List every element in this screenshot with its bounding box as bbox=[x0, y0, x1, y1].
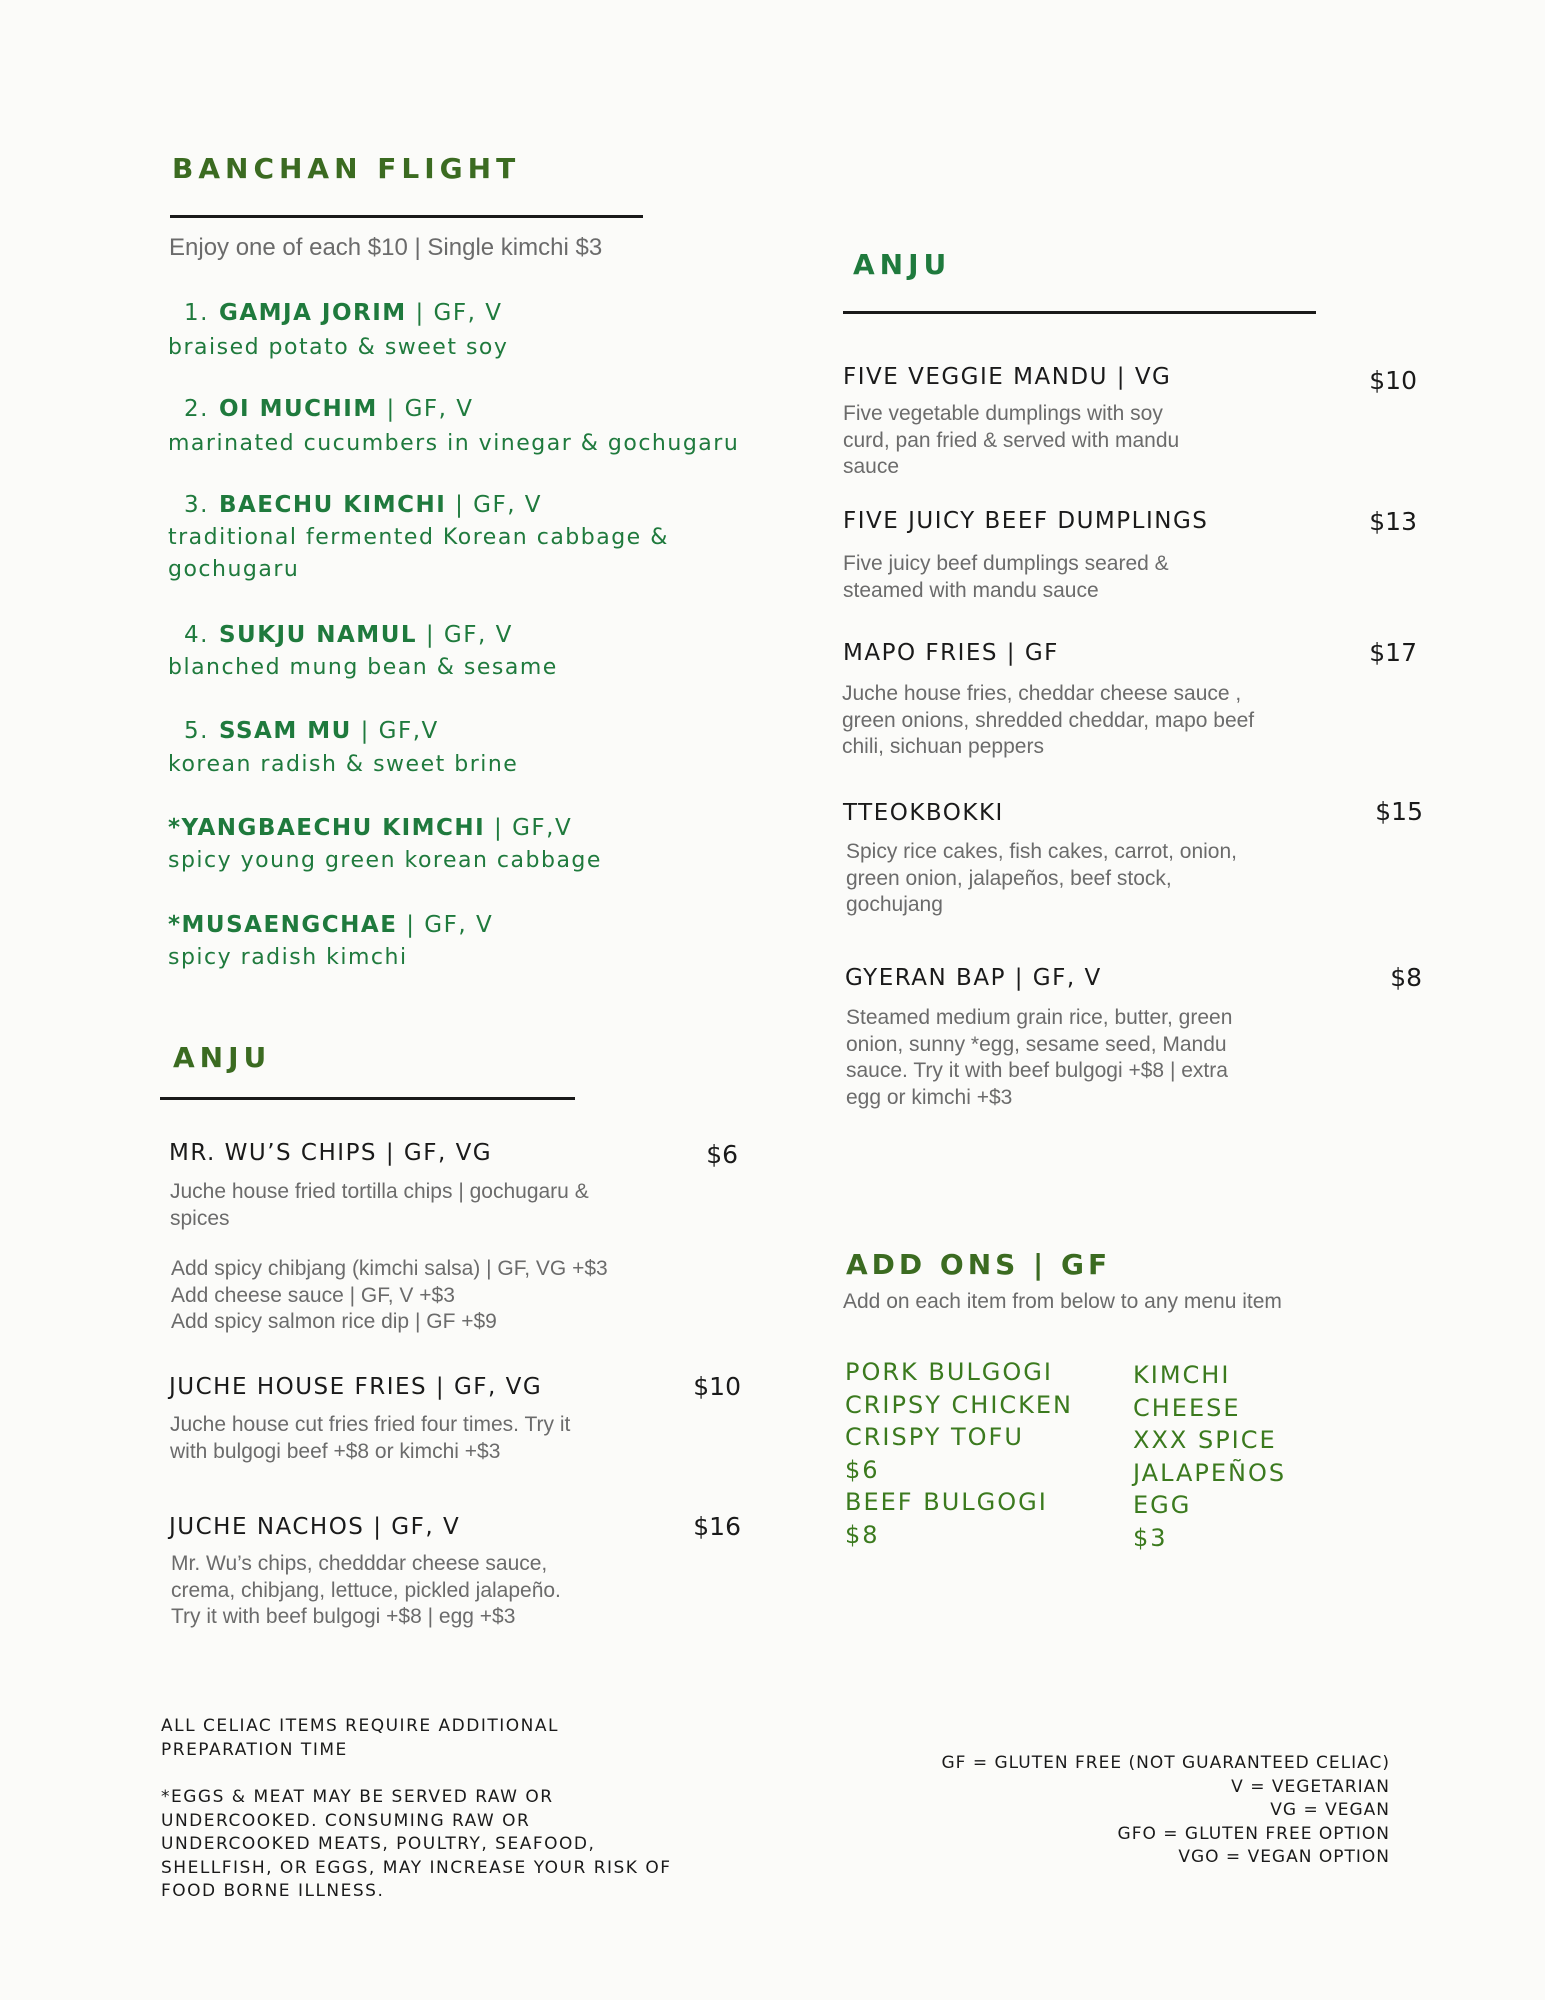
addon-item: EGG bbox=[1133, 1491, 1192, 1519]
legend-entry: GF = GLUTEN FREE (NOT GUARANTEED CELIAC) bbox=[941, 1753, 1390, 1773]
menu-item-name: TTEOKBOKKI bbox=[843, 800, 1004, 826]
addons-section-title: ADD ONS | GF bbox=[846, 1248, 1112, 1281]
banchan-item-desc: spicy young green korean cabbage bbox=[168, 848, 602, 873]
addons-intro: Add on each item from below to any menu item bbox=[843, 1290, 1282, 1313]
anju-left-divider bbox=[160, 1097, 575, 1100]
addon-price: $6 bbox=[845, 1455, 880, 1484]
menu-item-desc: Spicy rice cakes, fish cakes, carrot, onion, green onion, jalapeños, beef stock, gochujang bbox=[846, 840, 1237, 916]
banchan-item-title: 2. OI MUCHIM | GF, V bbox=[184, 396, 474, 422]
banchan-item-title: 3. BAECHU KIMCHI | GF, V bbox=[184, 492, 543, 518]
menu-item-price: $10 bbox=[693, 1372, 741, 1401]
menu-item-price: $8 bbox=[1390, 963, 1422, 992]
legend-entry: VGO = VEGAN OPTION bbox=[1178, 1847, 1390, 1867]
banchan-item-title: 5. SSAM MU | GF,V bbox=[184, 718, 439, 744]
banchan-item-desc: braised potato & sweet soy bbox=[168, 335, 509, 360]
banchan-item-title: 1. GAMJA JORIM | GF, V bbox=[184, 300, 503, 326]
anju-left-section-title: ANJU bbox=[173, 1041, 272, 1074]
banchan-item-desc: blanched mung bean & sesame bbox=[168, 655, 558, 680]
anju-right-section-title: ANJU bbox=[853, 248, 952, 281]
menu-item-name: MR. WU’S CHIPS | GF, VG bbox=[169, 1140, 493, 1166]
menu-item-price: $17 bbox=[1369, 638, 1417, 667]
menu-item-name: FIVE JUICY BEEF DUMPLINGS bbox=[843, 508, 1209, 534]
menu-item-desc: Juche house fried tortilla chips | gochugaru & spices bbox=[170, 1180, 589, 1230]
addons-column-1 bbox=[845, 1356, 1073, 1551]
banchan-divider bbox=[170, 215, 643, 218]
menu-item-name: MAPO FRIES | GF bbox=[843, 640, 1059, 666]
menu-item-price: $15 bbox=[1375, 797, 1423, 826]
banchan-item-desc: korean radish & sweet brine bbox=[168, 752, 519, 777]
dietary-legend bbox=[942, 1752, 1391, 1870]
menu-item-price: $16 bbox=[693, 1512, 741, 1541]
chips-addons: Add spicy chibjang (kimchi salsa) | GF, VG +$3 Add cheese sauce | GF, V +$3 Add spicy salmon rice dip | GF +$9 bbox=[171, 1257, 608, 1333]
menu-item-desc: Steamed medium grain rice, butter, green onion, sunny *egg, sesame seed, Mandu sauce. Try it with beef bulgogi +$8 | extra egg or kimchi +$3 bbox=[846, 1006, 1233, 1109]
legend-entry: VG = VEGAN bbox=[1270, 1800, 1390, 1820]
menu-item-name: JUCHE HOUSE FRIES | GF, VG bbox=[169, 1374, 543, 1400]
addon-item: CHEESE bbox=[1133, 1393, 1241, 1422]
menu-item-name: JUCHE NACHOS | GF, V bbox=[169, 1514, 461, 1540]
addon-item: BEEF BULGOGI bbox=[845, 1488, 1048, 1516]
addon-item: KIMCHI bbox=[1133, 1361, 1231, 1389]
banchan-intro: Enjoy one of each $10 | Single kimchi $3 bbox=[169, 234, 603, 261]
menu-item-price: $6 bbox=[706, 1140, 738, 1169]
menu-item-desc: Mr. Wu’s chips, chedddar cheese sauce, crema, chibjang, lettuce, pickled jalapeño. Try it with beef bulgogi +$8 | egg +$3 bbox=[171, 1552, 561, 1628]
addon-item: CRIPSY CHICKEN bbox=[845, 1390, 1074, 1419]
addon-price: $3 bbox=[1133, 1523, 1168, 1552]
celiac-note: ALL CELIAC ITEMS REQUIRE ADDITIONAL PREPARATION TIME bbox=[161, 1716, 559, 1760]
banchan-section-title: BANCHAN FLIGHT bbox=[172, 152, 521, 185]
banchan-item-title: 4. SUKJU NAMUL | GF, V bbox=[184, 622, 513, 648]
banchan-item-desc: spicy radish kimchi bbox=[168, 945, 408, 970]
legend-entry: GFO = GLUTEN FREE OPTION bbox=[1117, 1823, 1390, 1844]
menu-item-name: GYERAN BAP | GF, V bbox=[845, 965, 1102, 991]
menu-item-desc: Five vegetable dumplings with soy curd, pan fried & served with mandu sauce bbox=[843, 402, 1180, 478]
addon-item: JALAPEÑOS bbox=[1133, 1458, 1287, 1487]
addons-column-2 bbox=[1133, 1359, 1286, 1554]
raw-food-warning: *EGGS & MEAT MAY BE SERVED RAW OR UNDERCOOKED. CONSUMING RAW OR UNDERCOOKED MEATS, POULTRY, SEAFOOD, SHELLFISH, OR EGGS, MAY INCREASE YOUR RISK OF FOOD BORNE ILLNESS. bbox=[161, 1787, 672, 1901]
banchan-item-desc: marinated cucumbers in vinegar & gochugaru bbox=[168, 431, 740, 456]
anju-right-divider bbox=[843, 311, 1316, 314]
banchan-item-desc: traditional fermented Korean cabbage & gochugaru bbox=[168, 525, 669, 582]
legend-entry: V = VEGETARIAN bbox=[1231, 1776, 1390, 1797]
menu-item-name: FIVE VEGGIE MANDU | VG bbox=[843, 364, 1172, 390]
menu-item-desc: Juche house cut fries fried four times. Try it with bulgogi beef +$8 or kimchi +$3 bbox=[170, 1413, 571, 1463]
banchan-item-title: *YANGBAECHU KIMCHI | GF,V bbox=[168, 815, 573, 841]
menu-item-desc: Juche house fries, cheddar cheese sauce , green onions, shredded cheddar, mapo beef chili, sichuan peppers bbox=[842, 682, 1255, 758]
addon-item: CRISPY TOFU bbox=[845, 1423, 1024, 1451]
addon-price: $8 bbox=[845, 1520, 880, 1549]
banchan-item-title: *MUSAENGCHAE | GF, V bbox=[168, 912, 494, 938]
menu-item-price: $13 bbox=[1369, 507, 1417, 536]
menu-item-desc: Five juicy beef dumplings seared & steamed with mandu sauce bbox=[843, 552, 1169, 602]
menu-item-price: $10 bbox=[1369, 366, 1417, 395]
addon-item: XXX SPICE bbox=[1133, 1426, 1277, 1454]
addon-item: PORK BULGOGI bbox=[845, 1358, 1053, 1386]
